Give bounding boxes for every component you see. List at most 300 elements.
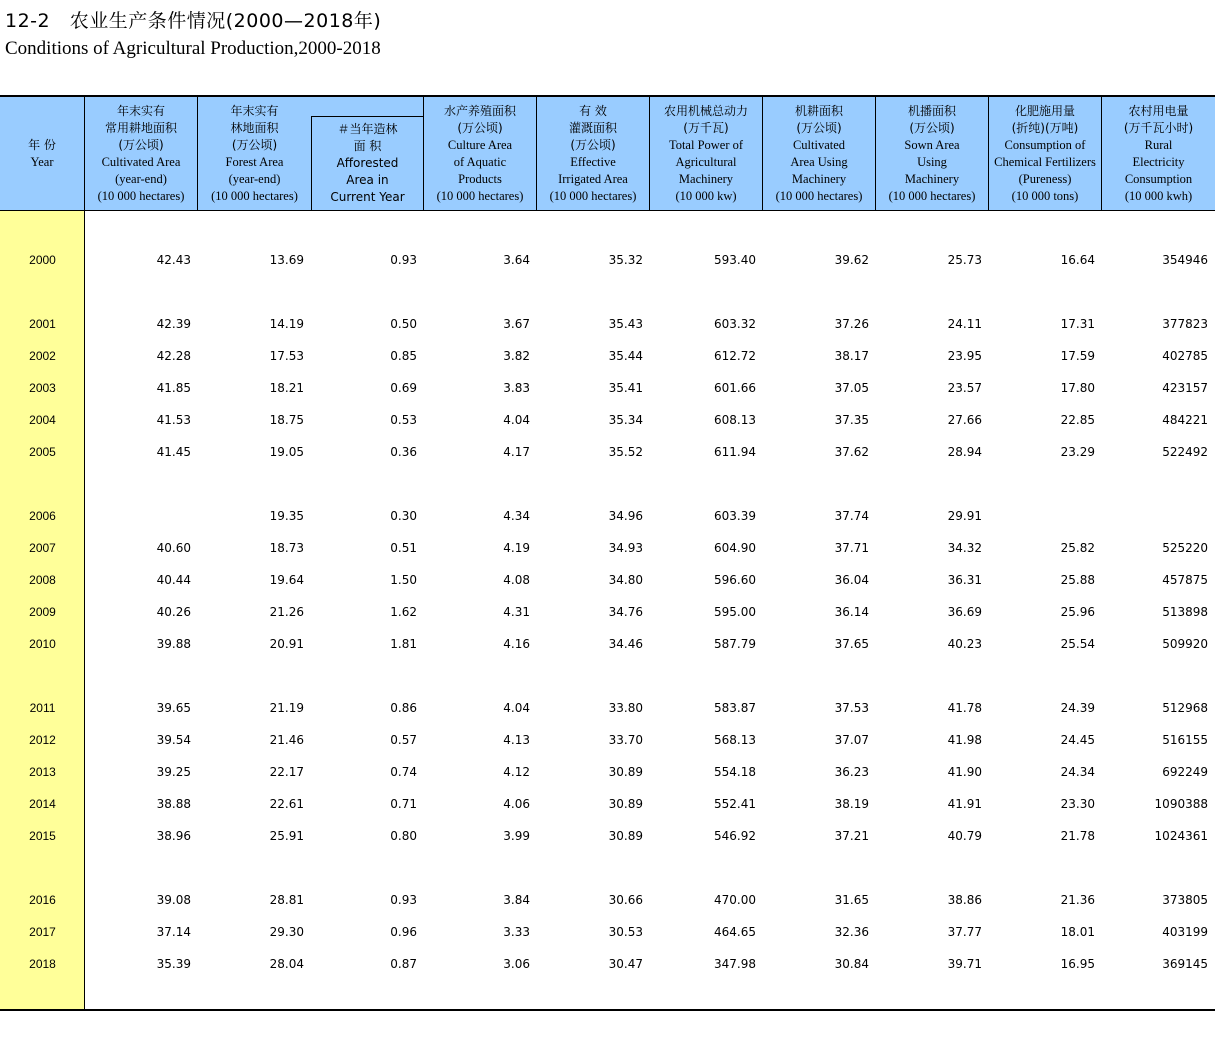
cell-c5: 35.32: [608, 253, 643, 267]
cell-c3: 0.86: [390, 701, 417, 715]
cell-c4: 4.13: [503, 733, 530, 747]
header-aquatic-en2: of Aquatic: [453, 154, 507, 169]
cell-c4: 4.17: [503, 445, 530, 459]
cell-c6: 596.60: [714, 573, 756, 587]
header-sowing-en3: Machinery: [904, 171, 960, 186]
header-forest-en2: (year-end): [228, 171, 281, 186]
header-machinery-en3: Machinery: [678, 171, 734, 186]
row-year: 2010: [29, 637, 56, 651]
cell-c5: 30.89: [608, 797, 643, 811]
cell-c3: 0.69: [390, 381, 417, 395]
cell-c1: 39.54: [156, 733, 191, 747]
row-year: 2016: [29, 893, 56, 907]
cell-c1: 39.25: [156, 765, 191, 779]
cell-c5: 35.34: [608, 413, 643, 427]
header-cultivated-en2: (year-end): [115, 171, 167, 186]
cell-c3: 1.62: [390, 605, 417, 619]
header-electricity-en3: Consumption: [1124, 171, 1193, 186]
cell-c2: 28.04: [269, 957, 304, 971]
cell-c2: 25.91: [269, 829, 304, 843]
header-irrigated-en1: Effective: [570, 154, 616, 169]
header-forest-cn3: (万公顷): [231, 137, 278, 152]
cell-c3: 0.50: [390, 317, 417, 331]
cell-c4: 4.12: [503, 765, 530, 779]
cell-c2: 20.91: [269, 637, 304, 651]
header-electricity-cn2: (万千瓦小时): [1123, 120, 1194, 135]
cell-c8: 40.23: [947, 637, 982, 651]
cell-c7: 39.62: [834, 253, 869, 267]
cell-c9: 25.96: [1060, 605, 1095, 619]
header-forest-cn2: 林地面积: [230, 120, 279, 135]
header-sowing-cn2: (万公顷): [909, 120, 955, 135]
table-row: [0, 571, 1215, 589]
table-row: [0, 827, 1215, 845]
cell-c1: 41.53: [156, 413, 191, 427]
cell-c8: 23.95: [947, 349, 982, 363]
cell-c3: 0.36: [390, 445, 417, 459]
header-aquatic-cn2: (万公顷): [457, 120, 503, 135]
cell-c10: 369145: [1162, 957, 1208, 971]
data-table: [0, 95, 1215, 1011]
cell-c2: 29.30: [269, 925, 304, 939]
cell-c9: 18.01: [1060, 925, 1095, 939]
cell-c7: 30.84: [834, 957, 869, 971]
table-row: [0, 955, 1215, 973]
cell-c8: 27.66: [947, 413, 982, 427]
header-aquatic-en1: Culture Area: [447, 137, 513, 152]
header-machinery-cn2: (万千瓦): [683, 120, 729, 135]
cell-c9: 23.30: [1060, 797, 1095, 811]
cell-c10: 403199: [1162, 925, 1208, 939]
cell-c9: 25.82: [1060, 541, 1095, 555]
page-title-cn: [5, 6, 381, 33]
cell-c2: 18.21: [269, 381, 304, 395]
cell-c6: 546.92: [714, 829, 756, 843]
table-header: [0, 97, 1215, 210]
header-sowing-en2: Using: [917, 154, 947, 169]
cell-c2: 17.53: [269, 349, 304, 363]
cell-c4: 4.31: [503, 605, 530, 619]
header-afforested-en1: Afforested: [336, 156, 399, 170]
header-cultivated-cn2: 常用耕地面积: [104, 120, 177, 135]
cell-c3: 0.51: [390, 541, 417, 555]
cell-c3: 0.74: [390, 765, 417, 779]
cell-c10: 484221: [1162, 413, 1208, 427]
row-year: 2013: [29, 765, 56, 779]
table-row: [0, 603, 1215, 621]
cell-c9: 17.80: [1060, 381, 1095, 395]
cell-c1: 38.88: [156, 797, 191, 811]
cell-c8: 41.90: [947, 765, 982, 779]
header-afforested-cn2: 面 积: [353, 139, 382, 153]
table-bottom-rule: [0, 1009, 1215, 1011]
cell-c1: 40.44: [156, 573, 191, 587]
cell-c9: 17.59: [1060, 349, 1095, 363]
header-sowing-en4: (10 000 hectares): [888, 188, 976, 203]
header-electricity-en1: Rural: [1144, 137, 1173, 152]
cell-c5: 34.76: [608, 605, 643, 619]
cell-c9: 21.36: [1060, 893, 1095, 907]
cell-c5: 34.96: [608, 509, 643, 523]
cell-c6: 604.90: [714, 541, 756, 555]
header-afforested-cn1: ＃当年造林: [337, 122, 398, 136]
row-year: 2011: [29, 701, 56, 715]
cell-c1: 40.60: [156, 541, 191, 555]
cell-c10: 525220: [1162, 541, 1208, 555]
cell-c7: 37.26: [834, 317, 869, 331]
header-plowing-cn1: 机耕面积: [794, 103, 843, 118]
table-row: [0, 539, 1215, 557]
cell-c6: 552.41: [714, 797, 756, 811]
row-year: 2002: [29, 349, 56, 363]
header-year-cn: 年 份: [28, 137, 56, 152]
header-electricity-cn1: 农村用电量: [1128, 103, 1189, 118]
header-machine-sown-area: [876, 97, 989, 210]
cell-c10: 457875: [1162, 573, 1208, 587]
table-row: [0, 699, 1215, 717]
cell-c6: 611.94: [714, 445, 756, 459]
header-machinery-en4: (10 000 kw): [675, 188, 737, 203]
cell-c4: 3.99: [503, 829, 530, 843]
cell-c7: 37.65: [834, 637, 869, 651]
cell-c1: 39.88: [156, 637, 191, 651]
row-year: 2015: [29, 829, 56, 843]
header-afforested-en2: Area in: [346, 173, 389, 187]
table-title-cn: 农业生产条件情况(2000—2018年): [69, 10, 382, 32]
cell-c2: 13.69: [269, 253, 304, 267]
cell-c7: 37.07: [834, 733, 869, 747]
row-year: 2014: [29, 797, 56, 811]
cell-c8: 23.57: [947, 381, 982, 395]
cell-c4: 4.04: [503, 701, 530, 715]
cell-c10: 512968: [1162, 701, 1208, 715]
cell-c6: 554.18: [714, 765, 756, 779]
cell-c4: 3.33: [503, 925, 530, 939]
cell-c1: 38.96: [156, 829, 191, 843]
header-fertilizer-en4: (10 000 tons): [1011, 188, 1079, 203]
cell-c6: 603.39: [714, 509, 756, 523]
cell-c2: 19.64: [269, 573, 304, 587]
cell-c9: 24.34: [1060, 765, 1095, 779]
cell-c1: 37.14: [156, 925, 191, 939]
header-fertilizer-cn2: (折纯)(万吨): [1011, 120, 1079, 135]
cell-c3: 0.87: [390, 957, 417, 971]
header-aquatic-area: [424, 97, 537, 210]
header-forest-en3: (10 000 hectares): [211, 188, 298, 203]
cell-c7: 31.65: [834, 893, 869, 907]
cell-c4: 3.82: [503, 349, 530, 363]
table-row: [0, 251, 1215, 269]
cell-c10: 423157: [1162, 381, 1208, 395]
cell-c2: 19.05: [269, 445, 304, 459]
header-afforested-en3: Current Year: [330, 190, 405, 204]
cell-c6: 464.65: [714, 925, 756, 939]
cell-c5: 34.80: [608, 573, 643, 587]
cell-c7: 37.74: [834, 509, 869, 523]
header-irrigated-area: [537, 97, 650, 210]
cell-c6: 583.87: [714, 701, 756, 715]
cell-c3: 0.93: [390, 253, 417, 267]
header-forest-cn1: 年末实有: [230, 103, 279, 118]
cell-c8: 29.91: [947, 509, 982, 523]
cell-c2: 19.35: [269, 509, 304, 523]
header-afforested-area: [311, 116, 424, 210]
header-aquatic-cn1: 水产养殖面积: [443, 103, 516, 118]
header-year: [0, 97, 85, 210]
table-row: [0, 731, 1215, 749]
cell-c8: 34.32: [947, 541, 982, 555]
cell-c3: 0.30: [390, 509, 417, 523]
cell-c7: 37.53: [834, 701, 869, 715]
cell-c9: 21.78: [1060, 829, 1095, 843]
header-irrigated-en3: (10 000 hectares): [549, 188, 637, 203]
cell-c4: 4.34: [503, 509, 530, 523]
table-row: [0, 411, 1215, 429]
cell-c4: 3.64: [503, 253, 530, 267]
cell-c1: 39.08: [156, 893, 191, 907]
cell-c10: 692249: [1162, 765, 1208, 779]
cell-c4: 4.06: [503, 797, 530, 811]
cell-c8: 41.98: [947, 733, 982, 747]
header-sowing-cn1: 机播面积: [907, 103, 956, 118]
header-year-en: Year: [30, 154, 54, 169]
row-year: 2012: [29, 733, 56, 747]
header-aquatic-en3: Products: [458, 171, 502, 186]
cell-c10: 513898: [1162, 605, 1208, 619]
cell-c8: 37.77: [947, 925, 982, 939]
header-cultivated-cn3: (万公顷): [118, 137, 164, 152]
cell-c4: 3.67: [503, 317, 530, 331]
header-fertilizer-en2: Chemical Fertilizers: [994, 154, 1096, 169]
cell-c6: 593.40: [714, 253, 756, 267]
cell-c10: 373805: [1162, 893, 1208, 907]
header-electricity-en2: Electricity: [1132, 154, 1185, 169]
cell-c10: 516155: [1162, 733, 1208, 747]
row-year: 2001: [29, 317, 56, 331]
header-irrigated-cn1: 有 效: [579, 103, 607, 118]
cell-c6: 603.32: [714, 317, 756, 331]
cell-c3: 0.85: [390, 349, 417, 363]
cell-c10: 522492: [1162, 445, 1208, 459]
row-year: 2008: [29, 573, 56, 587]
header-cultivated-area: [85, 97, 198, 210]
cell-c7: 36.04: [834, 573, 869, 587]
cell-c6: 595.00: [714, 605, 756, 619]
cell-c4: 3.06: [503, 957, 530, 971]
row-year: 2009: [29, 605, 56, 619]
cell-c2: 14.19: [269, 317, 304, 331]
cell-c1: 35.39: [156, 957, 191, 971]
cell-c7: 36.14: [834, 605, 869, 619]
header-electricity: [1102, 97, 1215, 210]
cell-c7: 37.35: [834, 413, 869, 427]
cell-c4: 3.84: [503, 893, 530, 907]
header-fertilizer-en3: (Pureness): [1018, 171, 1072, 186]
cell-c2: 22.61: [269, 797, 304, 811]
cell-c4: 4.04: [503, 413, 530, 427]
cell-c10: 509920: [1162, 637, 1208, 651]
header-machinery-power: [650, 97, 763, 210]
cell-c8: 39.71: [947, 957, 982, 971]
header-machinery-en2: Agricultural: [675, 154, 737, 169]
header-plowing-en1: Cultivated: [792, 137, 846, 152]
header-fertilizer-cn1: 化肥施用量: [1014, 103, 1075, 118]
row-year: 2007: [29, 541, 56, 555]
cell-c5: 30.89: [608, 829, 643, 843]
row-year: 2003: [29, 381, 56, 395]
cell-c9: 25.88: [1060, 573, 1095, 587]
cell-c1: 42.43: [156, 253, 191, 267]
cell-c3: 0.80: [390, 829, 417, 843]
header-plowing-cn2: (万公顷): [796, 120, 842, 135]
cell-c1: 42.39: [156, 317, 191, 331]
table-row: [0, 891, 1215, 909]
header-forest-en1: Forest Area: [225, 154, 284, 169]
cell-c2: 28.81: [269, 893, 304, 907]
header-machine-plowed-area: [763, 97, 876, 210]
cell-c9: 22.85: [1060, 413, 1095, 427]
cell-c6: 587.79: [714, 637, 756, 651]
cell-c4: 4.19: [503, 541, 530, 555]
cell-c7: 38.17: [834, 349, 869, 363]
table-row: [0, 507, 1215, 525]
cell-c3: 1.81: [390, 637, 417, 651]
cell-c6: 608.13: [714, 413, 756, 427]
cell-c2: 21.46: [269, 733, 304, 747]
cell-c5: 35.41: [608, 381, 643, 395]
header-cultivated-cn1: 年末实有: [116, 103, 165, 118]
header-sowing-en1: Sown Area: [904, 137, 960, 152]
cell-c5: 35.43: [608, 317, 643, 331]
cell-c9: 24.45: [1060, 733, 1095, 747]
cell-c2: 21.19: [269, 701, 304, 715]
header-fertilizer: [989, 97, 1102, 210]
cell-c3: 0.96: [390, 925, 417, 939]
cell-c5: 34.93: [608, 541, 643, 555]
row-year: 2017: [29, 925, 56, 939]
cell-c2: 21.26: [269, 605, 304, 619]
header-forest-area: [198, 97, 311, 210]
cell-c10: 354946: [1162, 253, 1208, 267]
cell-c10: 1090388: [1154, 797, 1208, 811]
cell-c5: 35.52: [608, 445, 643, 459]
cell-c5: 35.44: [608, 349, 643, 363]
cell-c2: 18.75: [269, 413, 304, 427]
cell-c5: 33.70: [608, 733, 643, 747]
cell-c6: 470.00: [714, 893, 756, 907]
cell-c2: 18.73: [269, 541, 304, 555]
cell-c8: 38.86: [947, 893, 982, 907]
cell-c5: 30.89: [608, 765, 643, 779]
cell-c3: 0.53: [390, 413, 417, 427]
cell-c7: 37.71: [834, 541, 869, 555]
header-irrigated-en2: Irrigated Area: [558, 171, 628, 186]
cell-c3: 0.57: [390, 733, 417, 747]
cell-c6: 568.13: [714, 733, 756, 747]
cell-c6: 612.72: [714, 349, 756, 363]
header-fertilizer-en1: Consumption of: [1004, 137, 1086, 152]
cell-c3: 0.71: [390, 797, 417, 811]
cell-c1: 39.65: [156, 701, 191, 715]
cell-c8: 24.11: [947, 317, 982, 331]
table-row: [0, 379, 1215, 397]
cell-c10: 1024361: [1154, 829, 1208, 843]
table-row: [0, 635, 1215, 653]
header-cultivated-en3: (10 000 hectares): [97, 188, 185, 203]
row-year: 2006: [29, 509, 56, 523]
cell-c9: 25.54: [1060, 637, 1095, 651]
cell-c9: 17.31: [1060, 317, 1095, 331]
header-plowing-en3: Machinery: [791, 171, 847, 186]
cell-c5: 30.66: [608, 893, 643, 907]
cell-c7: 37.21: [834, 829, 869, 843]
cell-c7: 38.19: [834, 797, 869, 811]
cell-c10: 402785: [1162, 349, 1208, 363]
cell-c7: 37.05: [834, 381, 869, 395]
header-aquatic-en4: (10 000 hectares): [436, 188, 524, 203]
cell-c6: 601.66: [714, 381, 756, 395]
header-plowing-en4: (10 000 hectares): [775, 188, 863, 203]
cell-c2: 22.17: [269, 765, 304, 779]
cell-c9: 23.29: [1060, 445, 1095, 459]
header-machinery-cn1: 农用机械总动力: [663, 103, 748, 118]
table-row: [0, 315, 1215, 333]
header-plowing-en2: Area Using: [790, 154, 848, 169]
cell-c9: 16.95: [1060, 957, 1095, 971]
cell-c9: 16.64: [1060, 253, 1095, 267]
cell-c5: 30.53: [608, 925, 643, 939]
cell-c1: 41.45: [156, 445, 191, 459]
cell-c5: 30.47: [608, 957, 643, 971]
cell-c7: 36.23: [834, 765, 869, 779]
header-machinery-en1: Total Power of: [668, 137, 744, 152]
row-year: 2004: [29, 413, 56, 427]
table-row: [0, 795, 1215, 813]
cell-c8: 41.78: [947, 701, 982, 715]
cell-c3: 1.50: [390, 573, 417, 587]
cell-c9: 24.39: [1060, 701, 1095, 715]
cell-c5: 33.80: [608, 701, 643, 715]
cell-c8: 28.94: [947, 445, 982, 459]
cell-c10: 377823: [1162, 317, 1208, 331]
header-irrigated-cn2: 灌溉面积: [568, 120, 617, 135]
row-year: 2000: [29, 253, 56, 267]
cell-c8: 40.79: [947, 829, 982, 843]
cell-c1: 40.26: [156, 605, 191, 619]
header-bottom-rule: [0, 210, 1215, 211]
cell-c1: 42.28: [156, 349, 191, 363]
cell-c5: 34.46: [608, 637, 643, 651]
header-electricity-en4: (10 000 kwh): [1124, 188, 1193, 203]
cell-c4: 4.16: [503, 637, 530, 651]
table-number: 12-2: [5, 10, 51, 32]
table-row: [0, 763, 1215, 781]
table-row: [0, 347, 1215, 365]
cell-c8: 36.69: [947, 605, 982, 619]
cell-c4: 4.08: [503, 573, 530, 587]
cell-c3: 0.93: [390, 893, 417, 907]
cell-c7: 32.36: [834, 925, 869, 939]
page-title-en: Conditions of Agricultural Production,2000-2018: [5, 38, 381, 59]
header-cultivated-en1: Cultivated Area: [101, 154, 181, 169]
table-row: [0, 443, 1215, 461]
table-row: [0, 923, 1215, 941]
row-year: 2005: [29, 445, 56, 459]
cell-c4: 3.83: [503, 381, 530, 395]
header-irrigated-cn3: (万公顷): [570, 137, 616, 152]
cell-c8: 41.91: [947, 797, 982, 811]
row-year: 2018: [29, 957, 56, 971]
